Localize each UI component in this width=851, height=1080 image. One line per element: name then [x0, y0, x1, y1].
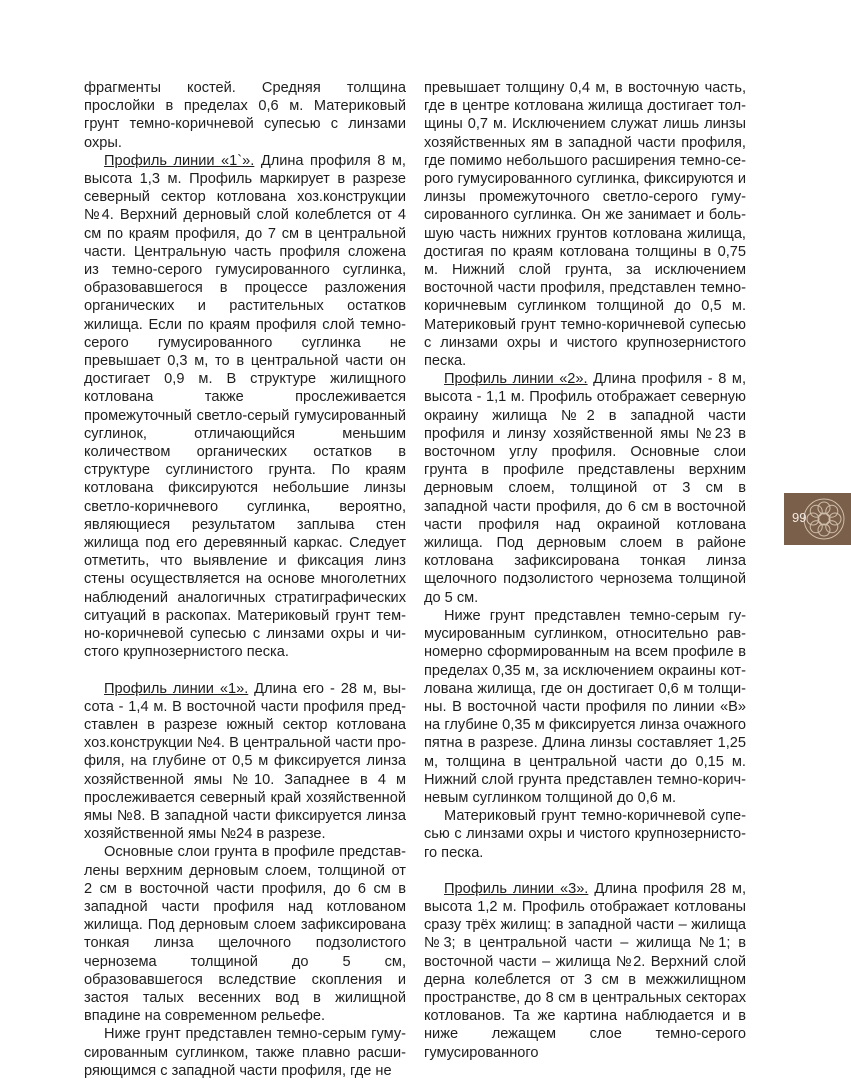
section-heading: Профиль линии «1`». [104, 152, 255, 169]
paragraph [84, 79, 406, 152]
paragraph [84, 1025, 406, 1080]
paragraph-text: Длина профиля 28 м, высота 1,2 м. Профиль отображает котлованы сразу трёх жилищ: в западной части – жилища №3; в центральной части – жилища №1; в восточной части – жилища №2. Верхний слой дерна колеблется от 3 см в межжилищном пространстве, до 8 см в центральных секторах котлованов. Та же картина наблюдается и в ниже лежащем слое темно-серого гумусированного [424, 880, 746, 1061]
paragraph [424, 807, 746, 862]
paragraph [424, 880, 746, 1062]
page-number: 99 [792, 510, 807, 525]
paragraph [424, 79, 746, 370]
paragraph-text: превышает толщину 0,4 м, в восточную часть, где в центре котлована жилища достигает толщины 0,7 м. Исключением служат лишь линзы хозяйственных ям в западной части профиля, где помимо небольшого расширения темно-серого гумусированного суглинка, фиксируются и линзы промежуточного светло-серого гумусированного суглинка. Он же занимает и большую часть нижних грунтов котлована жилища, достигая по краям котлована толщины в 0,75 м. Нижний слой грунта, за исключением восточной части профиля, представлен темно-коричневым суглинком толщиной до 0,5 м. Материковый грунт темно-коричневой супесью с линзами охры и чистого крупнозернистого песка. [424, 80, 746, 370]
page-number-tab [784, 493, 851, 545]
paragraph [84, 843, 406, 1025]
left-text-column [84, 79, 406, 1080]
section-heading: Профиль линии «2». [444, 371, 588, 388]
paragraph [424, 607, 746, 807]
paragraph [424, 370, 746, 607]
paragraph [84, 152, 406, 662]
section-heading: Профиль линии «3». [444, 880, 589, 897]
section-heading: Профиль линии «1». [104, 680, 249, 697]
paragraph [84, 680, 406, 844]
paragraph-text: Длина профиля - 8 м, высота - 1,1 м. Профиль отображает северную окраину жилища №2 в западной части профиля и линзу хозяйственной ямы №23 в восточном углу профиля. Основные слои грунта в профиле представлены верхним дерновым слоем, толщиной от 3 см в западной части профиля, до 6 см в восточной части профиля над окраиной котлована жилища. Под дерновым слоем в районе котлована зафиксирована тонкая линза щелочного подзолистого чернозема толщиной до 5 см. [424, 371, 746, 606]
paragraph-text: фрагменты костей. Средняя толщина прослойки в пределах 0,6 м. Материковый грунт темно-коричневой супесью с линзами охры. [84, 80, 406, 151]
paragraph-text: Ниже грунт представлен темно-серым гумусированным суглинком, относительно равномерно сформированным на всем профиле в пределах 0,35 м, за исключением окраины котлована жилища, где он достигает 0,6 м толщины. В восточной части профиля по линии «В» на глубине 0,35 м фиксируется линза очажного пятна в разрезе. Длина линзы составляет 1,25 м, толщина в центральной части до 0,15 м. Нижний слой грунта представлен темно-коричневым суглинком толщиной до 0,6 м. [424, 607, 746, 806]
rosette-ornament-icon [801, 496, 847, 542]
right-text-column [424, 79, 746, 1062]
paragraph-text: Основные слои грунта в профиле представлены верхним дерновым слоем, толщиной от 2 см в восточной части профиля, до 6 см в западной части профиля над котлованом жилища. Под дерновым слоем зафиксирована тонкая линза щелочного подзолистого чернозема толщиной до 5 см, образовавшегося вследствие скопления и застоя талых весенних вод в жилищной впадине на современном рельефе. [84, 844, 406, 1025]
paragraph-text: Длина профиля 8 м, высота 1,3 м. Профиль маркирует в разрезе северный сектор котлована хоз.конструкции №4. Верхний дерновый слой колеблется от 4 см по краям профиля, до 7 см в центральной части. Центральную часть профиля сложена из темно-серого гумусированного суглинка, образовавшегося в процессе разложения органических и растительных остатков жилища. Если по краям профиля слой темно-серого гумусированного суглинка не превышает 0,3 м, то в центральной части он достигает 0,9 м. В структуре жилищного котлована также прослеживается промежуточный светло-серый гумусированный суглинок, отличающийся меньшим количеством органических остатков в структуре суглинистого грунта. По краям котлована фиксируются небольшие линзы светло-коричневого суглинка, вероятно, являющиеся результатом заплыва стен жилища под его деревянный каркас. Следует отметить, что выявление и фиксация линз стены осуществляется на основе многолетних наблюдений аналогичных стратиграфических ситуаций в раскопах. Материковый грунт темно-коричневой супесью с линзами охры и чистого крупнозернистого песка. [84, 152, 406, 661]
paragraph-text: Материковый грунт темно-коричневой супесью с линзами охры и чистого крупнозернистого песка. [424, 808, 746, 861]
paragraph-text: Ниже грунт представлен темно-серым гумусированным суглинком, также плавно расширяющимся с западной части профиля, где не [84, 1026, 406, 1079]
paragraph-text: Длина его - 28 м, высота - 1,4 м. В восточной части профиля представлен в разрезе южный сектор котлована хоз.конструкции №4. В центральной части профиля, на глубине от 0,5 м фиксируется линза хозяйственной ямы №10. Западнее в 4 м прослеживается северный край хозяйственной ямы №8. В западной части фиксируется линза хозяйственной ямы №24 в разрезе. [84, 680, 406, 843]
